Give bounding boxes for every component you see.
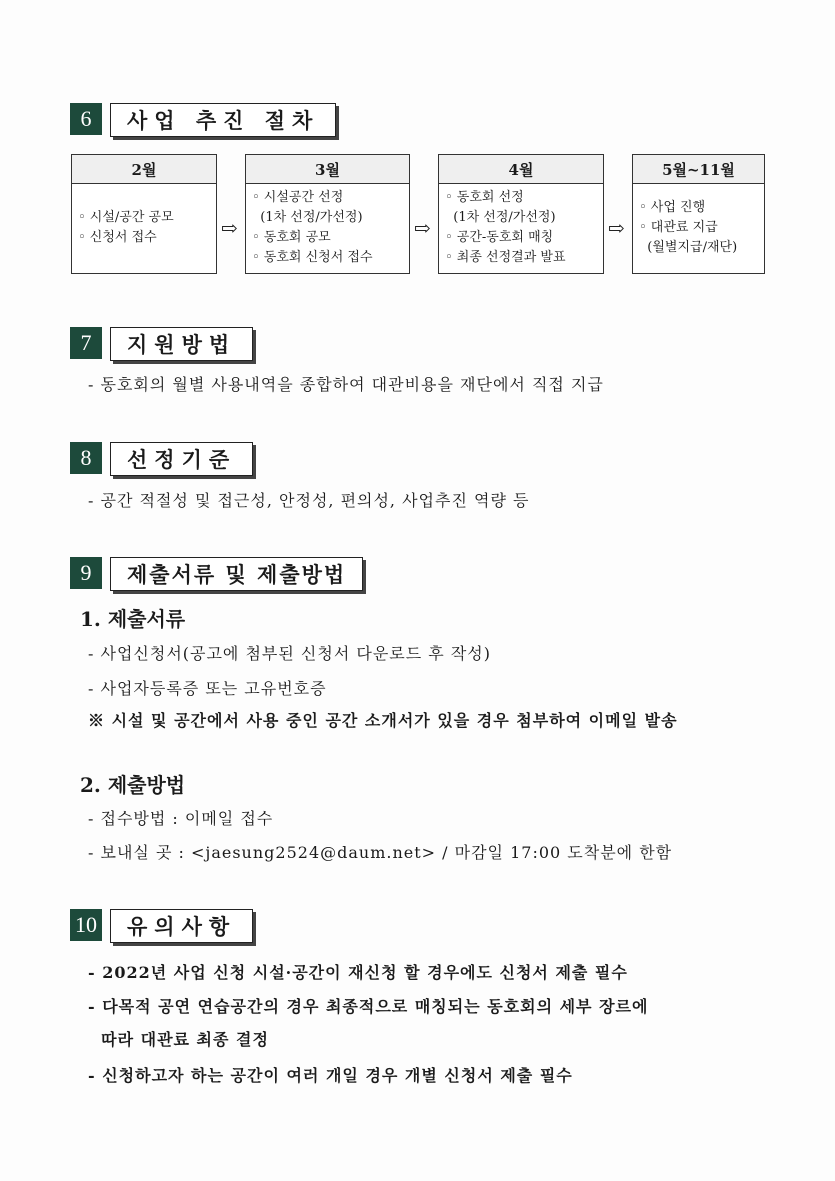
step-body [72, 184, 216, 272]
step-month: 2월 [72, 155, 216, 184]
body-line: - 동호회의 월별 사용내역을 종합하여 대관비용을 재단에서 직접 지급 [88, 375, 604, 394]
step-line: ◦ 공간-동호회 매칭 [445, 230, 554, 245]
section-title: 사업 추진 절차 [110, 103, 336, 137]
body-line: - 다목적 공연 연습공간의 경우 최종적으로 매칭되는 동호회의 세부 장르에 [88, 997, 649, 1016]
right-arrow-icon: ⇨ [608, 216, 625, 240]
body-line: - 사업자등록증 또는 고유번호증 [88, 679, 327, 698]
step-box-apr [438, 154, 604, 274]
step-box-mar [245, 154, 410, 274]
step-month: 5월~11월 [633, 155, 764, 184]
section-8-header [70, 442, 253, 476]
section-title: 유의사항 [110, 909, 253, 943]
section-title: 선정기준 [110, 442, 253, 476]
body-line: - 접수방법 : 이메일 접수 [88, 809, 274, 828]
body-line: - 신청하고자 하는 공간이 여러 개일 경우 개별 신청서 제출 필수 [88, 1066, 573, 1085]
step-month: 3월 [246, 155, 409, 184]
step-line: ◦ 시설공간 선정 [252, 190, 344, 205]
step-line: ◦ 대관료 지급 [639, 220, 718, 235]
section-7-header [70, 327, 253, 361]
section-9-header [70, 557, 363, 591]
step-body [439, 184, 603, 272]
section-6-header [70, 103, 336, 137]
step-line: ◦ 사업 진행 [639, 200, 706, 215]
body-line: - 공간 적절성 및 접근성, 안정성, 편의성, 사업추진 역량 등 [88, 491, 530, 510]
right-arrow-icon: ⇨ [221, 216, 238, 240]
step-line: ◦ 신청서 접수 [78, 230, 157, 245]
body-line: - 보내실 곳 : <jaesung2524@daum.net> / 마감일 17:00 도착분에 한함 [88, 843, 673, 862]
step-line: ◦ 동호회 공모 [252, 230, 331, 245]
section-title: 제출서류 및 제출방법 [110, 557, 363, 591]
section-number: 10 [70, 909, 102, 941]
step-line: ◦ 동호회 선정 [445, 190, 524, 205]
body-line: - 사업신청서(공고에 첨부된 신청서 다운로드 후 작성) [88, 644, 491, 663]
step-line: (1차 선정/가선정) [252, 210, 363, 225]
section-number: 8 [70, 442, 102, 474]
step-line: ◦ 시설/공간 공모 [78, 210, 174, 225]
step-line: ◦ 최종 선정결과 발표 [445, 250, 566, 265]
section-number: 6 [70, 103, 102, 135]
body-line: - 2022년 사업 신청 시설·공간이 재신청 할 경우에도 신청서 제출 필수 [88, 963, 628, 982]
step-box-feb [71, 154, 217, 274]
subsection-heading: 2. 제출방법 [80, 773, 186, 797]
step-month: 4월 [439, 155, 603, 184]
section-10-header [70, 909, 253, 943]
subsection-heading: 1. 제출서류 [80, 607, 186, 631]
section-number: 9 [70, 557, 102, 589]
note-line: ※ 시설 및 공간에서 사용 중인 공간 소개서가 있을 경우 첨부하여 이메일 발송 [88, 711, 678, 730]
section-number: 7 [70, 327, 102, 359]
section-title: 지원방법 [110, 327, 253, 361]
step-body [633, 184, 764, 272]
body-line: 따라 대관료 최종 결정 [88, 1030, 269, 1049]
step-line: ◦ 동호회 신청서 접수 [252, 250, 373, 265]
right-arrow-icon: ⇨ [414, 216, 431, 240]
step-line: (1차 선정/가선정) [445, 210, 556, 225]
step-body [246, 184, 409, 272]
step-box-may-nov [632, 154, 765, 274]
step-line: (월별지급/재단) [639, 240, 738, 255]
